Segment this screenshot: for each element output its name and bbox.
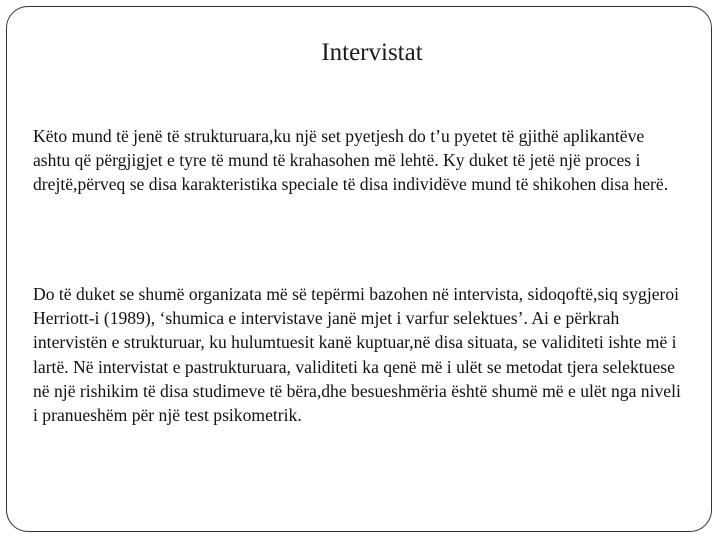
slide-title: Intervistat [321, 39, 423, 66]
slide-frame [6, 6, 712, 532]
paragraph-structured-interviews: Këto mund të jenë të strukturuara,ku një set pyetjesh do t’u pyetet të gjithë aplikantëve ashtu që përgjigjet e tyre të mund të krahasohen më lehtë. Ky duket të jetë një proces i drejtë,përveq se disa karakteristika speciale të disa individëve mund të shikohen disa herë. [33, 126, 669, 195]
paragraph-interview-validity: Do të duket se shumë organizata më së tepërmi bazohen në intervista, sidoqoftë,siq sygjeroi Herriott-i (1989), ‘shumica e intervistave janë mjet i varfur selektues’. Ai e përkrah intervistën e strukturuar, ku hulumtuesit kanë kuptuar,në disa situata, se validiteti ishte më i lartë. Në intervistat e pastrukturuara, validiteti ka qenë më i ulët se metodat tjera selektuese në një rishikim të disa studimeve të bëra,dhe besueshmëria është shumë më e ulët nga niveli i pranueshëm për një test psikometrik. [33, 284, 681, 426]
